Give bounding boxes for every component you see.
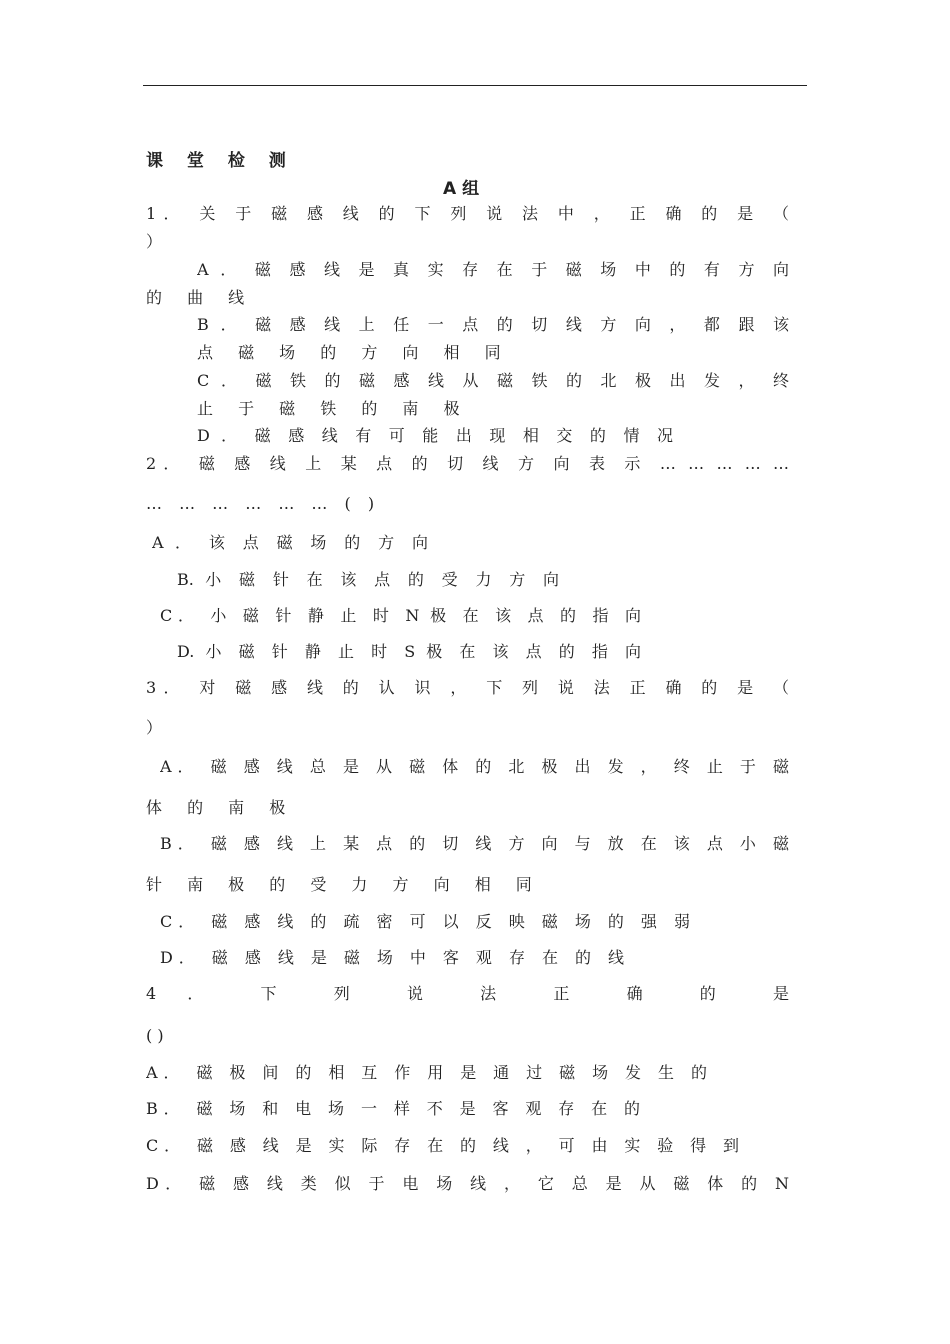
q4-stem-cont: ( ) <box>146 1026 164 1045</box>
q4-option-d: D． 磁 感 线 类 似 于 电 场 线 ， 它 总 是 从 磁 体 的 N <box>146 1174 789 1193</box>
header-rule <box>143 85 807 86</box>
q3-stem: 3． 对 磁 感 线 的 认 识 ， 下 列 说 法 正 确 的 是 （ <box>146 678 789 697</box>
q3-option-a: A． 磁 感 线 总 是 从 磁 体 的 北 极 出 发 ， 终 止 于 磁 <box>160 757 789 776</box>
q2-stem-cont: … … … … … … ( ) <box>146 494 381 513</box>
q1-option-b-cont: 点 磁 场 的 方 向 相 同 <box>197 343 511 362</box>
q3-option-a-cont: 体 的 南 极 <box>146 798 296 817</box>
q4-stem: 4 ． 下 列 说 法 正 确 的 是 <box>146 984 789 1003</box>
q3-option-d: D． 磁 感 线 是 磁 场 中 客 观 存 在 的 线 <box>160 948 624 967</box>
q3-option-c: C． 磁 感 线 的 疏 密 可 以 反 映 磁 场 的 强 弱 <box>160 912 690 931</box>
q1-option-a-cont: 的 曲 线 <box>146 288 255 307</box>
q4-option-c: C． 磁 感 线 是 实 际 存 在 的 线 ， 可 由 实 验 得 到 <box>146 1136 739 1155</box>
q2-option-a: A ． 该 点 磁 场 的 方 向 <box>152 533 428 552</box>
q1-option-a: A ． 磁 感 线 是 真 实 存 在 于 磁 场 中 的 有 方 向 <box>197 260 789 279</box>
q3-stem-cont: ） <box>146 718 163 737</box>
q3-option-b: B． 磁 感 线 上 某 点 的 切 线 方 向 与 放 在 该 点 小 磁 <box>160 834 789 853</box>
section-title: 课 堂 检 测 <box>146 151 295 171</box>
q1-option-d: D ． 磁 感 线 有 可 能 出 现 相 交 的 情 况 <box>197 426 673 445</box>
q2-stem: 2． 磁 感 线 上 某 点 的 切 线 方 向 表 示 … … … … … <box>146 454 789 473</box>
q2-option-d: D. 小 磁 针 静 止 时 S 极 在 该 点 的 指 向 <box>177 642 641 661</box>
q4-option-a: A． 磁 极 间 的 相 互 作 用 是 通 过 磁 场 发 生 的 <box>146 1063 707 1082</box>
q4-option-b: B． 磁 场 和 电 场 一 样 不 是 客 观 存 在 的 <box>146 1099 640 1118</box>
q1-option-b: B ． 磁 感 线 上 任 一 点 的 切 线 方 向 ， 都 跟 该 <box>197 315 789 334</box>
q1-stem: 1． 关 于 磁 感 线 的 下 列 说 法 中 ， 正 确 的 是 （ <box>146 204 789 223</box>
q3-option-b-cont: 针 南 极 的 受 力 方 向 相 同 <box>146 875 542 894</box>
q1-option-c: C ． 磁 铁 的 磁 感 线 从 磁 铁 的 北 极 出 发 ， 终 <box>197 371 789 390</box>
group-label: A 组 <box>443 179 480 199</box>
q1-option-c-cont: 止 于 磁 铁 的 南 极 <box>197 399 470 418</box>
q2-option-b: B. 小 磁 针 在 该 点 的 受 力 方 向 <box>177 570 559 589</box>
q1-stem-cont: ） <box>146 232 163 251</box>
q2-option-c: C． 小 磁 针 静 止 时 N 极 在 该 点 的 指 向 <box>160 606 641 625</box>
